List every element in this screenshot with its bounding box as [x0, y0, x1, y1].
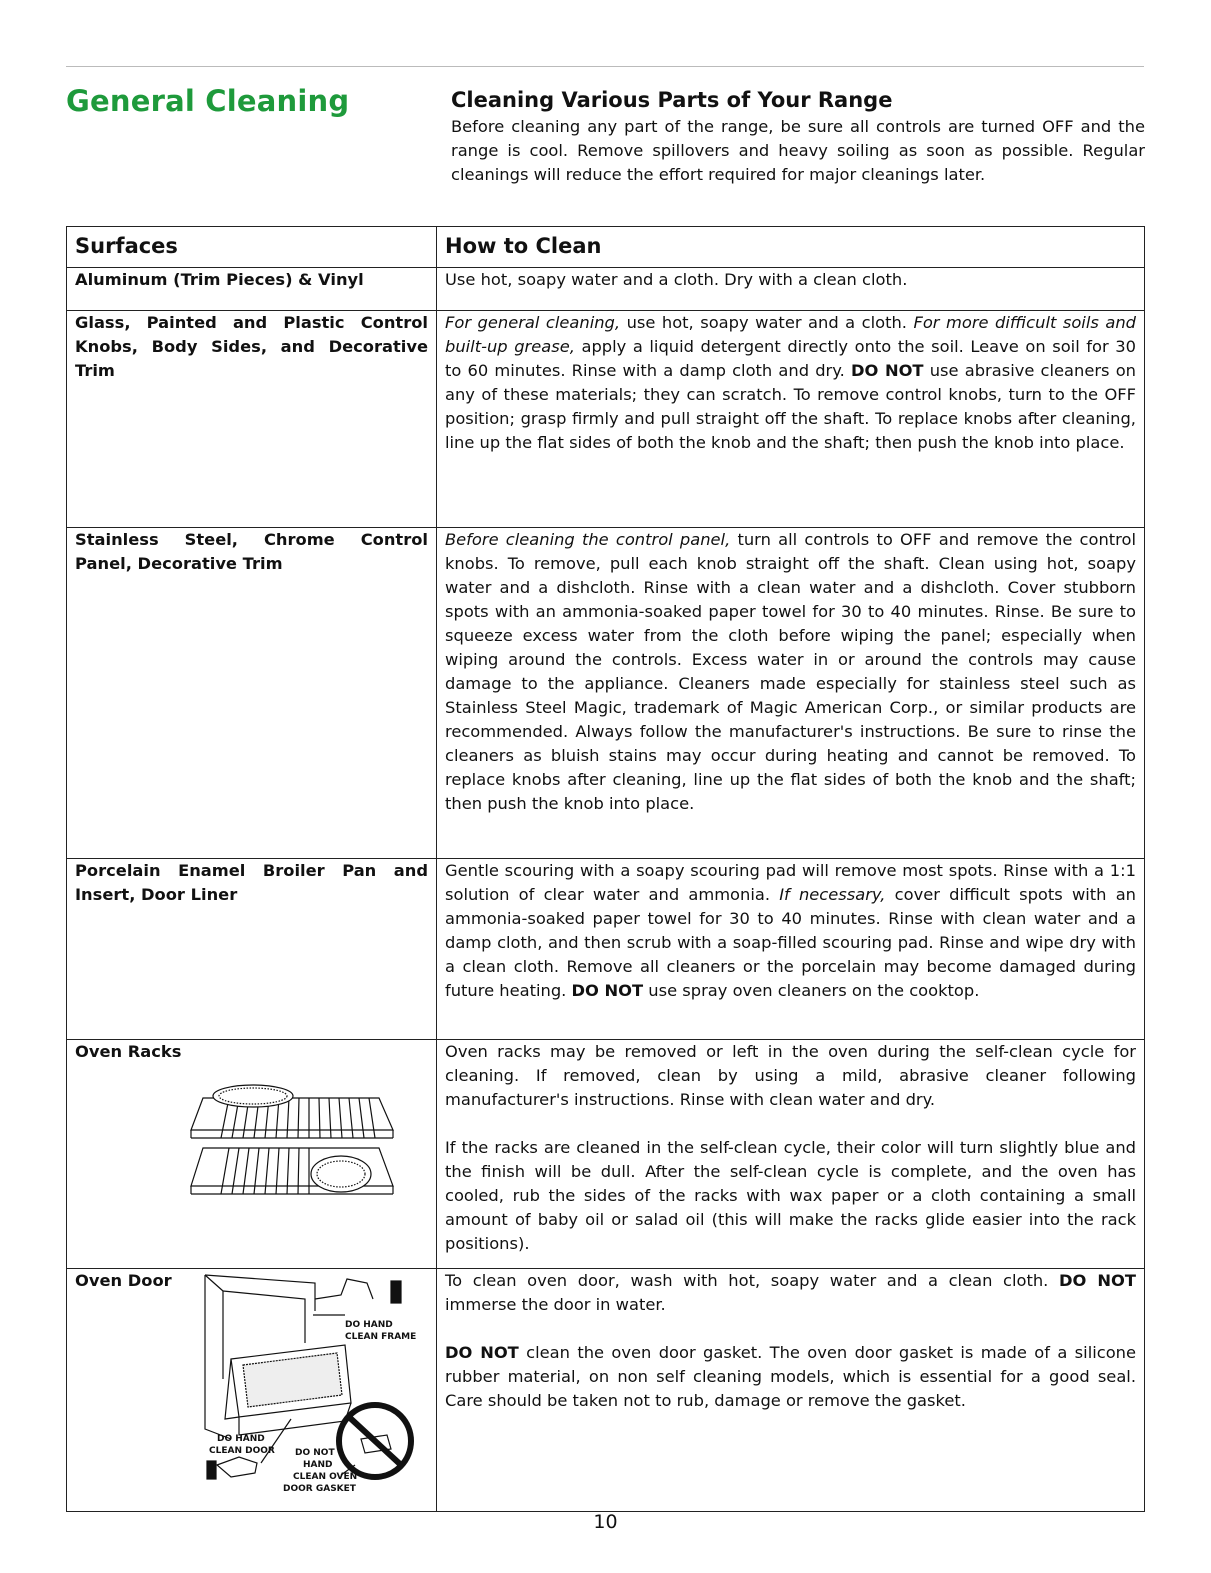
surface-cell: [67, 1269, 437, 1512]
how-text: Oven racks may be removed or left in the oven during the self-clean cycle for cleaning. If removed, clean by using a mild, abrasive cleaner following manufacturer's instructions. Rinse with clean water and dry.: [445, 1042, 1136, 1109]
how-text: use hot, soapy water and a cloth.: [620, 313, 914, 332]
warning-do-not: DO NOT: [445, 1343, 519, 1362]
door-label-1: DO HAND: [217, 1434, 265, 1444]
how-italic: If necessary,: [779, 885, 886, 904]
surface-cell: [67, 1040, 437, 1269]
table-row: [67, 1269, 1145, 1512]
how-cell: [437, 1269, 1145, 1512]
how-text: use abrasive cleaners on any of these materials; they can scratch. To remove control knobs, turn to the OFF position; grasp firmly and pull straight off the shaft. To replace knobs after cleaning, line up the flat sides of both the knob and the shaft; then push the knob into place.: [445, 361, 1136, 452]
top-rule: [66, 66, 1144, 67]
intro-heading: Cleaning Various Parts of Your Range: [451, 88, 893, 112]
table-row: [67, 311, 1145, 528]
how-text: Gentle scouring with a soapy scouring pad will remove most spots. Rinse with a 1:1 solution of clear water and ammonia.: [445, 861, 1136, 904]
warning-do-not: DO NOT: [571, 981, 644, 1000]
table-row: [67, 859, 1145, 1040]
how-italic: Before cleaning the control panel,: [445, 530, 731, 549]
how-italic: For general cleaning,: [445, 313, 621, 332]
oven-door-illustration: [195, 1269, 430, 1501]
how-text: immerse the door in water.: [445, 1295, 666, 1314]
how-text: If the racks are cleaned in the self-clean cycle, their color will turn slightly blue and the finish will be dull. After the self-clean cycle is complete, and the oven has cooled, rub the sides of the racks with wax paper or a cloth containing a small amount of baby oil or salad oil (this will make the racks glide easier into the rack positions).: [445, 1138, 1136, 1253]
how-text: cover difficult spots with an ammonia-soaked paper towel for 30 to 40 minutes. Rinse with clean water and a damp cloth, and then scrub with a soap-filled scouring pad. Rinse and wipe dry with a clean cloth. Remove all cleaners or the porcelain may become damaged during future heating.: [445, 885, 1136, 1000]
warning-do-not: DO NOT: [850, 361, 924, 380]
surface-cell: [67, 268, 437, 311]
how-cell: [437, 1040, 1145, 1269]
how-paragraph: [445, 1269, 1136, 1317]
how-cell: [437, 859, 1145, 1040]
surface-label: Porcelain Enamel Broiler Pan and Insert, Door Liner: [75, 861, 428, 904]
oven-racks-illustration: [183, 1082, 403, 1212]
how-text: turn all controls to OFF and remove the control knobs. To remove, pull each knob straight off the shaft. Clean using hot, soapy water and a dishcloth. Rinse with a clean water and a dishcloth. Cover stubborn spots with an ammonia-soaked paper towel for 30 to 40 minutes. Rinse. Be sure to squeeze excess water from the cloth before wiping the panel; especially when wiping around the controls. Excess water in or around the controls may cause damage to the appliance. Cleaners made especially for stainless steel such as Stainless Steel Magic, trademark of Magic American Corp., or similar products are recommended. Always follow the manufacturer's instructions. Be sure to rinse the cleaners as bluish stains may occur during heating and cannot be removed. To replace knobs after cleaning, line up the flat sides of both the knob and the shaft; then push the knob into place.: [445, 530, 1136, 813]
warning-do-not: DO NOT: [1058, 1271, 1136, 1290]
surface-label: Aluminum (Trim Pieces) & Vinyl: [75, 270, 364, 289]
how-text: To clean oven door, wash with hot, soapy water and a clean cloth.: [445, 1271, 1059, 1290]
gasket-label-1: DO NOT: [295, 1448, 335, 1458]
surface-cell: [67, 859, 437, 1040]
how-italic: For more difficult soils and built-up grease,: [445, 313, 1136, 356]
oven-door-block: [75, 1269, 428, 1499]
how-cell: [437, 311, 1145, 528]
surface-label: Oven Door: [75, 1271, 172, 1290]
how-paragraph: [445, 1341, 1136, 1413]
surface-cell: [67, 528, 437, 859]
how-cell: [437, 268, 1145, 311]
frame-label-1: DO HAND: [345, 1320, 393, 1330]
surface-cell: [67, 311, 437, 528]
table-header-row: [67, 227, 1145, 268]
surface-label: Oven Racks: [75, 1042, 182, 1061]
surface-label: Glass, Painted and Plastic Control Knobs, Body Sides, and Decorative Trim: [75, 313, 428, 380]
door-label-2: CLEAN DOOR: [209, 1446, 275, 1456]
frame-label-2: CLEAN FRAME: [345, 1332, 417, 1342]
table-row: [67, 268, 1145, 311]
how-cell: [437, 528, 1145, 859]
gasket-label-2: HAND: [303, 1460, 333, 1470]
how-text: clean the oven door gasket. The oven door gasket is made of a silicone rubber material, on non self cleaning models, which is essential for a good seal. Care should be taken not to rub, damage or remove the gasket.: [445, 1343, 1136, 1410]
how-text: apply a liquid detergent directly onto the soil. Leave on soil for 30 to 60 minutes. Rinse with a damp cloth and dry.: [445, 337, 1136, 380]
how-to-clean-header: How to Clean: [437, 227, 1145, 268]
section-title: General Cleaning: [66, 84, 350, 118]
surface-label: Stainless Steel, Chrome Control Panel, Decorative Trim: [75, 530, 428, 573]
gasket-label-4: DOOR GASKET: [283, 1484, 356, 1494]
intro-text: Before cleaning any part of the range, be sure all controls are turned OFF and the range is cool. Remove spillovers and heavy soiling as soon as possible. Regular cleanings will reduce the effort required for major cleanings later.: [451, 117, 1145, 184]
how-text: Use hot, soapy water and a cloth. Dry with a clean cloth.: [445, 270, 908, 289]
page-number: 10: [593, 1511, 618, 1533]
cleaning-table: [66, 226, 1145, 1512]
surfaces-header: Surfaces: [67, 227, 437, 268]
intro-block: [451, 88, 1145, 187]
gasket-label-3: CLEAN OVEN: [293, 1472, 358, 1482]
how-text: use spray oven cleaners on the cooktop.: [643, 981, 980, 1000]
table-row: [67, 1040, 1145, 1269]
table-row: [67, 528, 1145, 859]
